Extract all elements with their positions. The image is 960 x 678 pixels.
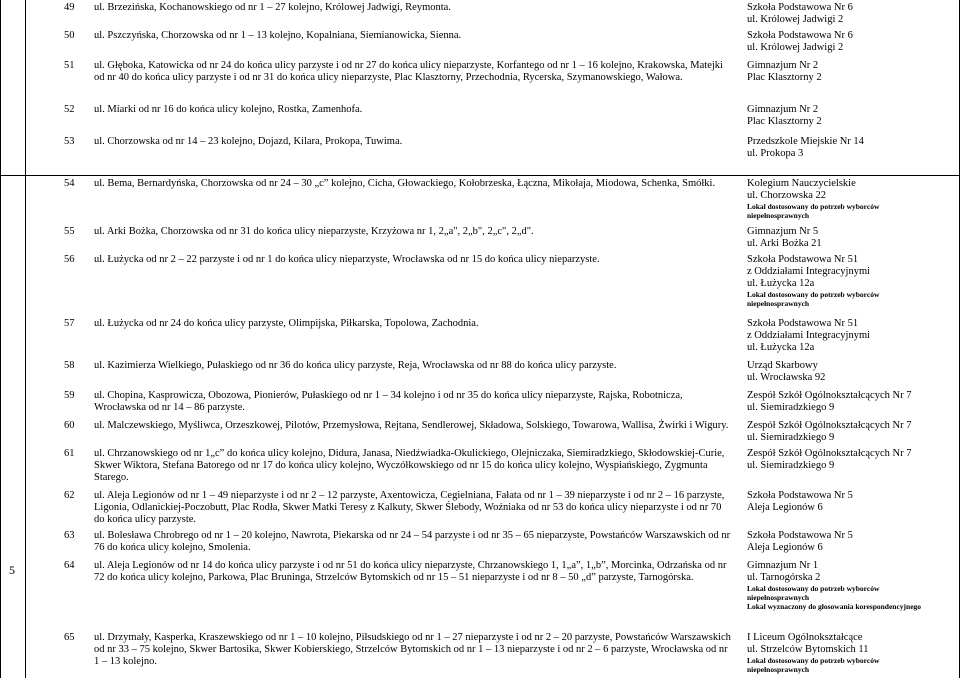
row-streets: ul. Kazimierza Wielkiego, Pułaskiego od nr 36 do końca ulicy parzyste, Reja, Wrocławska od nr 88 do końca ulicy parzyste. <box>94 360 617 371</box>
row-streets: ul. Chopina, Kasprowicza, Obozowa, Pionierów, Pułaskiego od nr 1 – 34 kolejno i od nr 35 do końca ulicy nieparzyste, Rajska, Robotnicza, Wrocławska od nr 14 – 86 parzyste. <box>94 390 683 413</box>
institution-line: ul. Wrocławska 92 <box>747 372 826 383</box>
institution-line: Szkoła Podstawowa Nr 6 <box>747 30 853 41</box>
row-streets: ul. Chorzowska od nr 14 – 23 kolejno, Dojazd, Kilara, Prokopa, Tuwima. <box>94 136 403 147</box>
accessibility-note: niepełnosprawnych <box>747 211 810 220</box>
table-border-section <box>25 0 26 678</box>
row-streets: ul. Aleja Legionów od nr 1 – 49 nieparzyste i od nr 2 – 12 parzyste, Axentowicza, Cegielniana, Fałata od nr 1 – 39 nieparzyste i od nr 2 – 16 parzyste, Ligonia, Odlanickiej-Poczobutt, Plac Rodła, Skwer Matki Teresy z Kalkuty, Skwer Ślebody, Woźniaka od nr 53 do końca ulicy nieparzyste i od nr 70 do końca ulicy parzyste. <box>94 490 725 525</box>
row-institution <box>747 360 957 384</box>
row-number: 51 <box>64 60 75 71</box>
row-streets: ul. Bema, Bernardyńska, Chorzowska od nr 24 – 30 „c” kolejno, Cicha, Głowackiego, Kołobrzeska, Łączna, Mikołaja, Miodowa, Schenka, Smółki. <box>94 178 716 189</box>
row-streets: ul. Miarki od nr 16 do końca ulicy kolejno, Rostka, Zamenhofa. <box>94 104 363 115</box>
institution-line: ul. Siemiradzkiego 9 <box>747 460 835 471</box>
row-streets: ul. Chrzanowskiego od nr 1„c” do końca ulicy kolejno, Didura, Janasa, Niedźwiadka-Okulickiego, Olejniczaka, Siemiradzkiego, Skłodowskiej-Curie, Skwer Wiktora, Stefana Batorego od nr 17 do końca ulicy kolejno, Wyczółkowskiego od nr 15 do końca ulicy kolejno, Wyspiańskiego, Zygmunta Starego. <box>94 448 725 483</box>
row-institution <box>747 318 957 354</box>
row-streets: ul. Pszczyńska, Chorzowska od nr 1 – 13 kolejno, Kopalniana, Siemianowicka, Sienna. <box>94 30 462 41</box>
institution-line: Szkoła Podstawowa Nr 6 <box>747 2 853 13</box>
accessibility-note: niepełnosprawnych <box>747 299 810 308</box>
accessibility-note: niepełnosprawnych <box>747 593 810 602</box>
institution-line: Aleja Legionów 6 <box>747 502 823 513</box>
row-institution <box>747 448 957 472</box>
row-number: 56 <box>64 254 75 265</box>
institution-line: Plac Klasztorny 2 <box>747 72 822 83</box>
row-institution <box>747 30 957 54</box>
row-institution <box>747 2 957 26</box>
row-number: 60 <box>64 420 75 431</box>
section-number: 5 <box>9 563 15 577</box>
row-streets: ul. Łużycka od nr 2 – 22 parzyste i od nr 1 do końca ulicy nieparzyste, Wrocławska od nr 15 do końca ulicy nieparzyste. <box>94 254 600 265</box>
row-institution <box>747 136 957 160</box>
institution-line: Szkoła Podstawowa Nr 51 <box>747 254 859 265</box>
accessibility-note: Lokal dostosowany do potrzeb wyborców <box>747 656 880 665</box>
row-number: 53 <box>64 136 75 147</box>
row-institution <box>747 104 957 128</box>
institution-line: Plac Klasztorny 2 <box>747 116 822 127</box>
row-number: 58 <box>64 360 75 371</box>
institution-line: Urząd Skarbowy <box>747 360 818 371</box>
row-institution <box>747 490 957 514</box>
row-number: 52 <box>64 104 75 115</box>
row-streets: ul. Głęboka, Katowicka od nr 24 do końca ulicy parzyste i od nr 27 do końca ulicy nieparzyste, Korfantego od nr 1 – 16 kolejno, Krakowska, Matejki od nr 40 do końca ulicy parzyste i od nr 31 do końca ulicy nieparzyste, Plac Klasztorny, Przechodnia, Rycerska, Szymanowskiego, Wałowa. <box>94 60 723 83</box>
row-streets: ul. Bolesława Chrobrego od nr 1 – 20 kolejno, Nawrota, Piekarska od nr 24 – 54 parzyste i od nr 35 – 65 nieparzyste, Powstańców Warszawskich od nr 76 do końca ulicy kolejno, Smolenia. <box>94 530 731 553</box>
institution-line: Zespół Szkół Ogólnokształcących Nr 7 <box>747 420 912 431</box>
institution-line: Gimnazjum Nr 1 <box>747 560 819 571</box>
institution-line: Szkoła Podstawowa Nr 5 <box>747 490 853 501</box>
institution-line: ul. Królowej Jadwigi 2 <box>747 42 844 53</box>
row-number: 50 <box>64 30 75 41</box>
row-institution <box>747 390 957 414</box>
institution-line: ul. Siemiradzkiego 9 <box>747 432 835 443</box>
row-number: 63 <box>64 530 75 541</box>
institution-line: Szkoła Podstawowa Nr 5 <box>747 530 853 541</box>
row-number: 64 <box>64 560 75 571</box>
institution-line: z Oddziałami Integracyjnymi <box>747 266 871 277</box>
row-institution <box>747 530 957 554</box>
institution-line: z Oddziałami Integracyjnymi <box>747 330 871 341</box>
institution-line: ul. Chorzowska 22 <box>747 190 827 201</box>
row-streets: ul. Łużycka od nr 24 do końca ulicy parzyste, Olimpijska, Piłkarska, Topolowa, Zachodnia. <box>94 318 479 329</box>
row-number: 55 <box>64 226 75 237</box>
institution-line: ul. Strzelców Bytomskich 11 <box>747 644 869 655</box>
institution-line: ul. Tarnogórska 2 <box>747 572 821 583</box>
institution-line: Gimnazjum Nr 5 <box>747 226 819 237</box>
table-border-left <box>0 0 1 678</box>
institution-line: ul. Prokopa 3 <box>747 148 804 159</box>
row-streets: ul. Brzezińska, Kochanowskiego od nr 1 – 27 kolejno, Królowej Jadwigi, Reymonta. <box>94 2 451 13</box>
row-institution <box>747 560 957 611</box>
institution-line: Zespół Szkół Ogólnokształcących Nr 7 <box>747 448 912 459</box>
institution-line: ul. Siemiradzkiego 9 <box>747 402 835 413</box>
institution-line: Zespół Szkół Ogólnokształcących Nr 7 <box>747 390 912 401</box>
row-institution <box>747 632 957 674</box>
row-number: 65 <box>64 632 75 643</box>
institution-line: Aleja Legionów 6 <box>747 542 823 553</box>
institution-line: Gimnazjum Nr 2 <box>747 60 819 71</box>
row-number: 59 <box>64 390 75 401</box>
row-streets: ul. Malczewskiego, Myśliwca, Orzeszkowej, Pilotów, Przemysłowa, Rejtana, Sendlerowej, Składowa, Solskiego, Towarowa, Wallisa, Żwirki i Wigury. <box>94 420 729 431</box>
row-streets: ul. Aleja Legionów od nr 14 do końca ulicy parzyste i od nr 51 do końca ulicy nieparzyste, Chrzanowskiego 1, 1„a”, 1„b”, Morcinka, Odrzańska od nr 72 do końca ulicy kolejno, Parkowa, Plac Bruninga, Strzelców Bytomskich od nr 15 – 51 nieparzyste i od nr 8 – 50 „d” parzyste, Tarnogórska. <box>94 560 727 583</box>
row-streets: ul. Arki Bożka, Chorzowska od nr 31 do końca ulicy nieparzyste, Krzyżowa nr 1, 2„a", 2„b", 2„c", 2„d". <box>94 226 534 237</box>
row-institution <box>747 60 957 84</box>
row-institution <box>747 420 957 444</box>
institution-line: Przedszkole Miejskie Nr 14 <box>747 136 864 147</box>
row-number: 57 <box>64 318 75 329</box>
accessibility-note: Lokal dostosowany do potrzeb wyborców <box>747 584 880 593</box>
institution-line: ul. Arki Bożka 21 <box>747 238 822 249</box>
institution-line: I Liceum Ogólnokształcące <box>747 632 863 643</box>
accessibility-note: Lokal wyznaczony do głosowania korespondencyjnego <box>747 602 922 611</box>
institution-line: Szkoła Podstawowa Nr 51 <box>747 318 859 329</box>
row-streets: ul. Drzymały, Kasperka, Kraszewskiego od nr 1 – 10 kolejno, Piłsudskiego od nr 1 – 27 nieparzyste i od nr 2 – 20 parzyste, Powstańców Warszawskich od nr 33 – 75 kolejno, Skwer Bartosika, Skwer Kobierskiego, Strzelców Bytomskich od nr 1 – 13 nieparzyste i od nr 2 – 6 parzyste, Wrocławska od nr 1 – 13 kolejno. <box>94 632 731 667</box>
accessibility-note: Lokal dostosowany do potrzeb wyborców <box>747 202 880 211</box>
row-number: 62 <box>64 490 75 501</box>
accessibility-note: niepełnosprawnych <box>747 665 810 674</box>
accessibility-note: Lokal dostosowany do potrzeb wyborców <box>747 290 880 299</box>
row-number: 49 <box>64 2 75 13</box>
institution-line: ul. Łużycka 12a <box>747 278 815 289</box>
institution-line: Kolegium Nauczycielskie <box>747 178 856 189</box>
institution-line: ul. Łużycka 12a <box>747 342 815 353</box>
section-divider <box>0 175 960 176</box>
institution-line: Gimnazjum Nr 2 <box>747 104 819 115</box>
row-institution <box>747 226 957 250</box>
institution-line: ul. Królowej Jadwigi 2 <box>747 14 844 25</box>
row-institution <box>747 254 957 308</box>
row-institution <box>747 178 957 220</box>
row-number: 61 <box>64 448 75 459</box>
row-number: 54 <box>64 178 75 189</box>
